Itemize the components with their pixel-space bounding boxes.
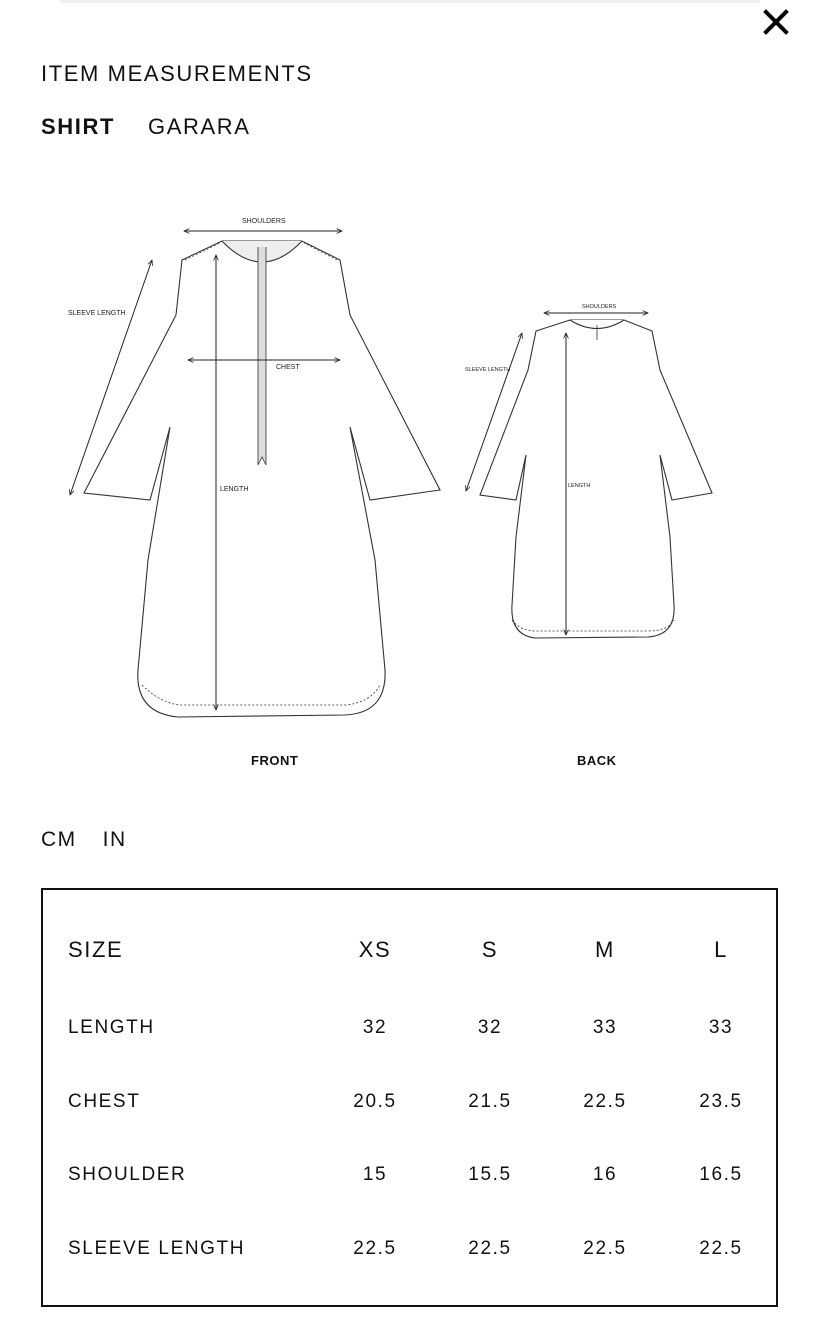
cell-value: 22.5 <box>583 1238 627 1259</box>
back-view-caption: BACK <box>577 753 617 768</box>
column-header-m: M <box>595 937 615 962</box>
top-divider <box>60 0 760 3</box>
garment-sketch <box>40 165 780 785</box>
column-header-size: SIZE <box>68 937 124 962</box>
cell-value: 22.5 <box>353 1238 397 1259</box>
page-title: ITEM MEASUREMENTS <box>41 61 313 86</box>
cell-value: 32 <box>477 1017 503 1038</box>
cell-value: 33 <box>592 1017 618 1038</box>
front-sleeve-label: SLEEVE LENGTH <box>68 310 126 317</box>
cell-value: 33 <box>708 1017 734 1038</box>
cell-value: 32 <box>362 1017 388 1038</box>
back-length-label: LENGTH <box>568 483 591 489</box>
front-garment <box>84 241 440 717</box>
table-row <box>43 1160 776 1190</box>
cell-value: 21.5 <box>468 1091 512 1112</box>
row-label-shoulder: SHOULDER <box>68 1164 187 1185</box>
unit-in[interactable]: IN <box>102 828 127 851</box>
back-shoulders-label: SHOULDERS <box>582 304 617 310</box>
cell-value: 23.5 <box>699 1091 743 1112</box>
back-sleeve-label: SLEEVE LENGTH <box>465 367 511 373</box>
measurement-diagram <box>40 165 780 785</box>
table-row <box>43 1234 776 1264</box>
cell-value: 20.5 <box>353 1091 397 1112</box>
unit-toggle <box>41 828 127 852</box>
close-icon <box>760 4 794 38</box>
front-chest-label: CHEST <box>276 364 300 371</box>
tab-garara[interactable]: GARARA <box>148 114 251 139</box>
unit-cm[interactable]: CM <box>41 828 77 851</box>
cell-value: 22.5 <box>468 1238 512 1259</box>
table-row <box>43 1013 776 1043</box>
row-label-sleeve-length: SLEEVE LENGTH <box>68 1238 246 1259</box>
back-garment <box>480 320 712 638</box>
close-button[interactable] <box>760 4 794 38</box>
row-label-chest: CHEST <box>68 1091 141 1112</box>
front-view-caption: FRONT <box>251 753 299 768</box>
front-length-label: LENGTH <box>220 486 249 493</box>
cell-value: 16 <box>592 1164 618 1185</box>
cell-value: 15 <box>362 1164 388 1185</box>
cell-value: 22.5 <box>583 1091 627 1112</box>
cell-value: 16.5 <box>699 1164 743 1185</box>
size-chart <box>41 888 778 1307</box>
table-row <box>43 1087 776 1117</box>
cell-value: 15.5 <box>468 1164 512 1185</box>
table-header-row <box>43 935 776 965</box>
front-shoulders-label: SHOULDERS <box>242 218 286 225</box>
garment-tabs <box>41 114 251 140</box>
row-label-length: LENGTH <box>68 1017 155 1038</box>
cell-value: 22.5 <box>699 1238 743 1259</box>
tab-shirt[interactable]: SHIRT <box>41 114 115 139</box>
column-header-xs: XS <box>358 937 392 962</box>
column-header-l: L <box>714 937 728 962</box>
column-header-s: S <box>481 937 499 962</box>
